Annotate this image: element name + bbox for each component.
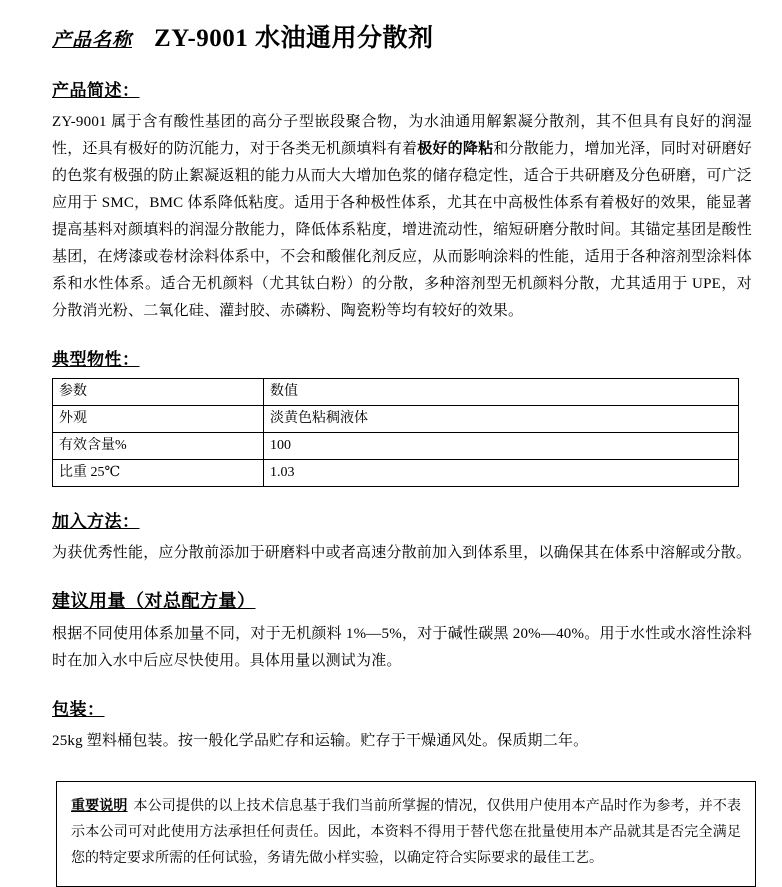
properties-table (52, 378, 739, 487)
product-title: ZY-9001 水油通用分散剂 (154, 25, 434, 52)
section-heading-description: 产品简述： (52, 81, 140, 100)
table-cell-value: 淡黄色粘稠液体 (264, 406, 739, 433)
section-heading-properties: 典型物性： (52, 350, 140, 369)
notice-label: 重要说明 (71, 799, 128, 814)
section-heading-addition-method: 加入方法： (52, 512, 140, 531)
packaging-paragraph: 25kg 塑料桶包装。按一般化学品贮存和运输。贮存于干燥通风处。保质期二年。 (52, 733, 589, 749)
table-cell-parameter: 比重 25℃ (53, 460, 264, 487)
product-name-label: 产品名称 (52, 30, 133, 51)
notice-body: 本公司提供的以上技术信息基于我们当前所掌握的情况，仅供用户使用本产品时作为参考，并不表示本公司可对此使用方法承担任何责任。因此，本资料不得用于替代您在批量使用本产品就其是否完全满足您的特定要求所需的任何试验，务请先做小样实验，以确定符合实际要求的最佳工艺。 (71, 799, 742, 866)
description-part-2: 和分散能力，增加光泽，同时对研磨好的色浆有极强的防止絮凝返粗的能力从而大大增加色浆的储存稳定性，适合于共研磨及分色研磨，可广泛应用于 SMC，BMC 体系降低粘度。适用于各种极性体系，尤其在中高极性体系有着极好的效果，能显著提高基料对颜填料的润湿分散能力，降低体系粘度，增进流动性，缩短研磨分散时间。其锚定基团是酸性基团，在烤漆或卷材涂料体系中，不会和酸催化剂反应，从而影响涂料的性能，适用于各种溶剂型涂料体系和水性体系。适合无机颜料（尤其钛白粉）的分散，多种溶剂型无机颜料分散，尤其适用于 UPE，对分散消光粉、二氧化硅、灌封胶、赤磷粉、陶瓷粉等均有较好的效果。 (52, 141, 752, 319)
section-heading-packaging: 包装： (52, 700, 105, 719)
table-header-row (53, 379, 739, 406)
description-part-1: ZY-9001 属于含有酸性基团的高分子型嵌段聚合物，为水油通用解絮凝分散剂，其不但具有良好的润湿性，还具有极好的防沉能力，对于各类无机颜填料有着 (52, 114, 752, 157)
table-cell-value: 100 (264, 433, 739, 460)
table-cell-parameter: 有效含量% (53, 433, 264, 460)
table-cell-parameter: 外观 (53, 406, 264, 433)
table-row (53, 433, 739, 460)
table-cell-value: 1.03 (264, 460, 739, 487)
dosage-paragraph: 根据不同使用体系加量不同，对于无机颜料 1%—5%，对于碱性碳黑 20%—40%。用于水性或水溶性涂料时在加入水中后应尽快使用。具体用量以测试为准。 (52, 626, 752, 669)
table-header-cell-value: 数值 (264, 379, 739, 406)
important-notice-box (56, 781, 756, 887)
description-bold-phrase: 极好的降粘 (417, 141, 494, 157)
table-row (53, 460, 739, 487)
table-header-cell-parameter: 参数 (53, 379, 264, 406)
section-heading-dosage: 建议用量（对总配方量） (52, 591, 256, 611)
addition-method-paragraph: 为获优秀性能，应分散前添加于研磨料中或者高速分散前加入到体系里，以确保其在体系中溶解或分散。 (52, 545, 752, 561)
title-row (52, 18, 752, 54)
notice-text (71, 794, 741, 872)
table-row (53, 406, 739, 433)
description-paragraph (52, 109, 752, 325)
